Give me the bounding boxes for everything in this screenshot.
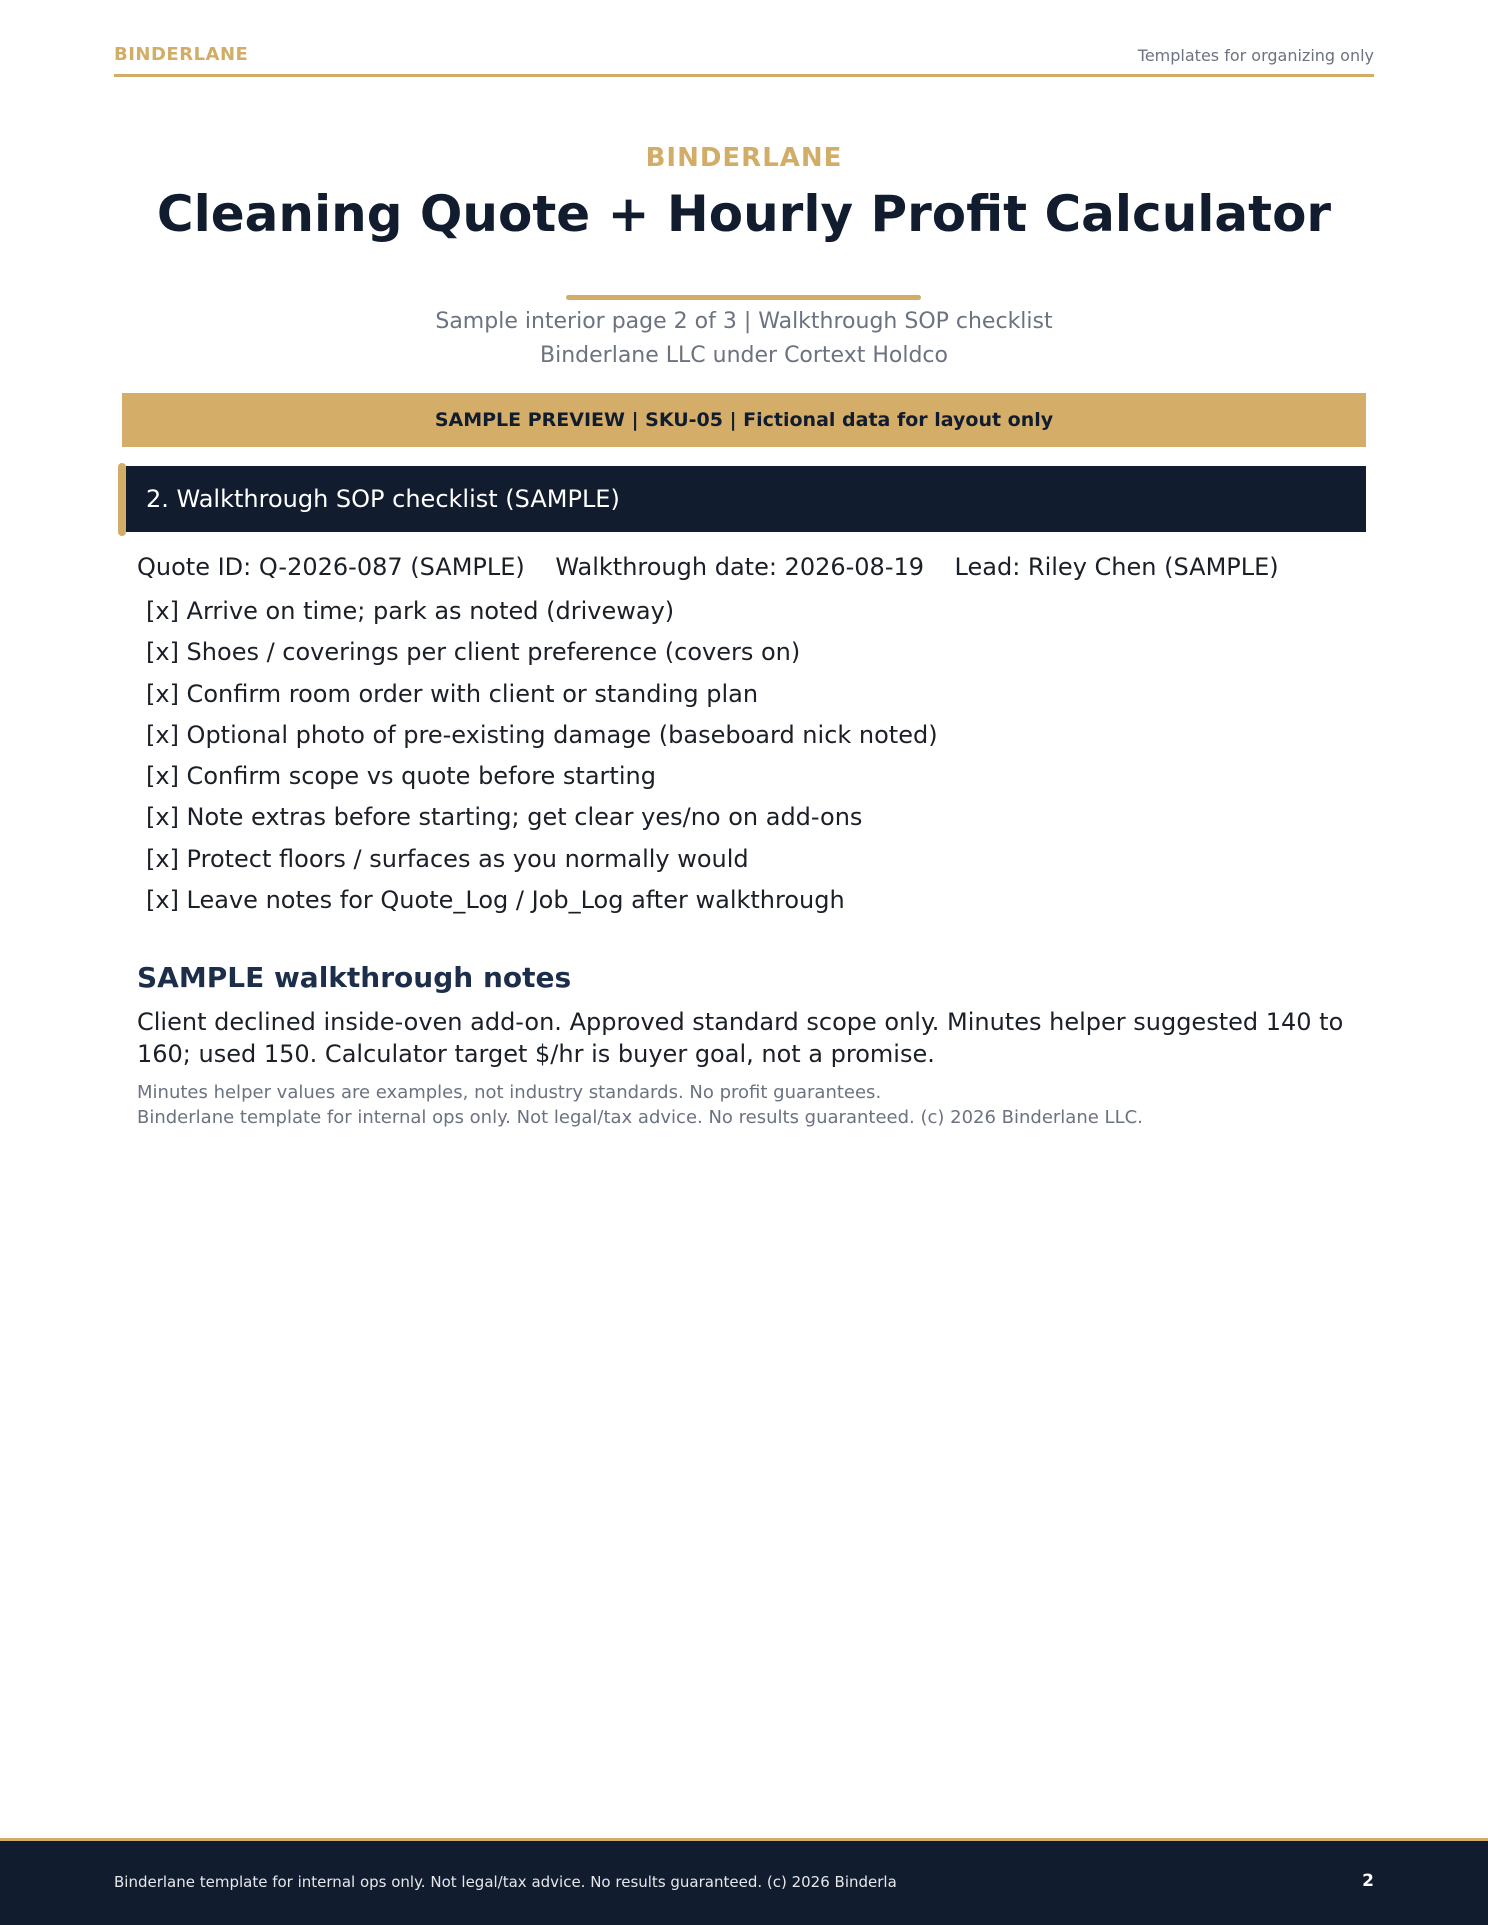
notes-heading: SAMPLE walkthrough notes bbox=[137, 961, 572, 994]
notes-body: Client declined inside-oven add-on. Approved standard scope only. Minutes helper suggested 140 to 160; used 150. Calculator target $/hr is buyer goal, not a promise. bbox=[137, 1008, 1344, 1068]
checklist-item: [x] Leave notes for Quote_Log / Job_Log after walkthrough bbox=[146, 886, 845, 915]
sop-checklist bbox=[146, 591, 938, 921]
disclaimer bbox=[137, 1080, 1143, 1130]
quote-id: Quote ID: Q-2026-087 (SAMPLE) bbox=[137, 553, 525, 581]
page-number: 2 bbox=[1362, 1871, 1374, 1891]
checklist-item: [x] Optional photo of pre-existing damage (baseboard nick noted) bbox=[146, 720, 938, 749]
subtitle-line-1: Sample interior page 2 of 3 | Walkthrough SOP checklist bbox=[435, 309, 1053, 334]
title-block bbox=[0, 142, 1488, 244]
sample-preview-banner: SAMPLE PREVIEW | SKU-05 | Fictional data for layout only bbox=[122, 393, 1366, 447]
quote-meta-row bbox=[137, 550, 1279, 584]
subtitle bbox=[0, 305, 1488, 373]
checklist-item: [x] Arrive on time; park as noted (driveway) bbox=[146, 597, 675, 625]
walkthrough-date: Walkthrough date: 2026-08-19 bbox=[555, 553, 925, 581]
page-footer bbox=[0, 1838, 1488, 1925]
page-title: Cleaning Quote + Hourly Profit Calculator bbox=[156, 185, 1332, 243]
title-divider bbox=[566, 295, 921, 300]
checklist-item: [x] Protect floors / surfaces as you normally would bbox=[146, 844, 749, 873]
checklist-item: [x] Note extras before starting; get clear yes/no on add-ons bbox=[146, 803, 863, 832]
disclaimer-line-2: Binderlane template for internal ops only. Not legal/tax advice. No results guaranteed. (c) 2026 Binderlane LLC. bbox=[137, 1107, 1143, 1128]
footer-text: Binderlane template for internal ops only. Not legal/tax advice. No results guaranteed. (c) 2026 Binderla bbox=[114, 1873, 897, 1891]
header-brand: BINDERLANE bbox=[114, 44, 249, 65]
lead-name: Lead: Riley Chen (SAMPLE) bbox=[954, 553, 1279, 581]
subtitle-line-2: Binderlane LLC under Cortext Holdco bbox=[540, 343, 948, 368]
section-heading: 2. Walkthrough SOP checklist (SAMPLE) bbox=[126, 466, 1366, 532]
checklist-item: [x] Confirm scope vs quote before starting bbox=[146, 762, 656, 791]
disclaimer-line-1: Minutes helper values are examples, not industry standards. No profit guarantees. bbox=[137, 1082, 882, 1103]
checklist-item: [x] Shoes / coverings per client preference (covers on) bbox=[146, 638, 801, 667]
header-tagline: Templates for organizing only bbox=[1137, 46, 1374, 65]
section-accent-bar bbox=[118, 463, 126, 536]
checklist-item: [x] Confirm room order with client or standing plan bbox=[146, 679, 759, 708]
page-header bbox=[114, 44, 1374, 77]
title-brand: BINDERLANE bbox=[645, 143, 843, 173]
